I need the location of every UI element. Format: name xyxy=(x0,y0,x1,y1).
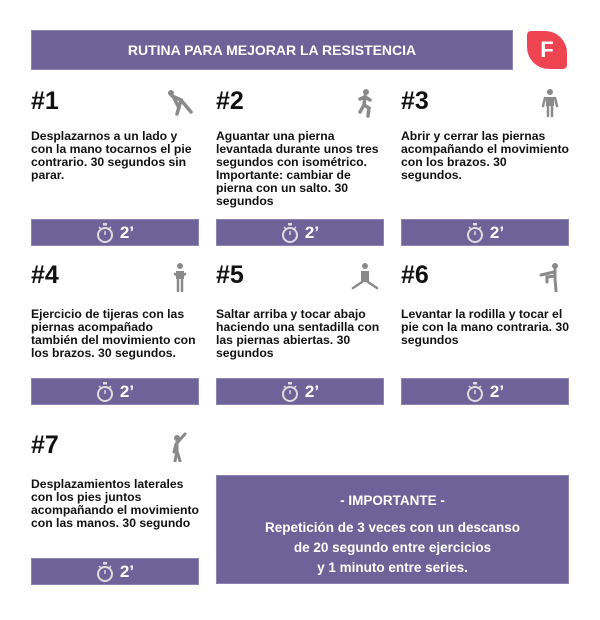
important-title: - IMPORTANTE - xyxy=(340,493,445,508)
stopwatch-icon xyxy=(281,223,299,243)
title-banner xyxy=(31,30,513,70)
exercise-description: Aguantar una pierna levantada durante unos tres segundos con isométrico. Importante: cambiar de pierna con un salto. 30 segundos xyxy=(216,129,379,208)
exercise-number: #5 xyxy=(216,261,244,289)
stopwatch-icon xyxy=(281,382,299,402)
running-figure-icon xyxy=(350,88,380,118)
timer-bar xyxy=(216,378,384,405)
duration-label: 2’ xyxy=(119,561,135,581)
duration-label: 2’ xyxy=(119,381,135,401)
timer-bar xyxy=(31,558,199,585)
page-title: RUTINA PARA MEJORAR LA RESISTENCIA xyxy=(127,42,417,58)
standing-arms-figure-icon xyxy=(165,262,195,292)
duration-label: 2’ xyxy=(304,222,320,242)
exercise-number: #2 xyxy=(216,87,244,115)
exercise-description: Ejercicio de tijeras con las piernas acompañado también del movimiento con los brazos. 30 segundos. xyxy=(31,307,196,360)
exercise-card-4 xyxy=(31,260,199,406)
squat-figure-icon xyxy=(350,262,380,292)
important-body xyxy=(217,518,568,578)
exercise-card-2 xyxy=(216,86,384,246)
stopwatch-icon xyxy=(96,562,114,582)
exercise-card-7 xyxy=(31,430,199,586)
timer-bar xyxy=(31,378,199,405)
arm-raise-figure-icon xyxy=(165,432,195,462)
brand-logo xyxy=(527,31,567,69)
duration-label: 2’ xyxy=(304,381,320,401)
standing-figure-icon xyxy=(535,88,565,118)
timer-bar xyxy=(31,219,199,246)
important-line: de 20 segundo entre ejercicios xyxy=(293,540,492,555)
exercise-description: Abrir y cerrar las piernas acompañando el movimiento con los brazos. 30 segundos. xyxy=(401,129,569,182)
stopwatch-icon xyxy=(466,382,484,402)
important-line: y 1 minuto entre series. xyxy=(317,560,468,575)
side-lunge-figure-icon xyxy=(165,88,195,118)
exercise-card-5 xyxy=(216,260,384,406)
exercise-description: Desplazarnos a un lado y con la mano tocarnos el pie contrario. 30 segundos sin parar. xyxy=(31,129,192,182)
important-line: Repetición de 3 veces con un descanso xyxy=(264,520,521,535)
duration-label: 2’ xyxy=(489,222,505,242)
exercise-description: Saltar arriba y tocar abajo haciendo una sentadilla con las piernas abiertas. 30 segundos xyxy=(216,307,380,360)
duration-label: 2’ xyxy=(489,381,505,401)
exercise-card-1 xyxy=(31,86,199,246)
stopwatch-icon xyxy=(96,382,114,402)
exercise-number: #3 xyxy=(401,87,429,115)
stopwatch-icon xyxy=(96,223,114,243)
exercise-card-3 xyxy=(401,86,569,246)
stopwatch-icon xyxy=(466,223,484,243)
timer-bar xyxy=(216,219,384,246)
exercise-description: Desplazamientos laterales con los pies juntos acompañando el movimiento con las manos. 30 segundo xyxy=(31,477,199,530)
duration-label: 2’ xyxy=(119,222,135,242)
exercise-number: #4 xyxy=(31,261,59,289)
exercise-number: #1 xyxy=(31,87,59,115)
timer-bar xyxy=(401,378,569,405)
important-note-box xyxy=(216,475,569,584)
exercise-number: #6 xyxy=(401,261,429,289)
logo-letter: F xyxy=(540,37,554,62)
exercise-description: Levantar la rodilla y tocar el pie con la mano contraria. 30 segundos xyxy=(401,307,569,347)
exercise-number: #7 xyxy=(31,431,59,459)
knee-raise-figure-icon xyxy=(535,262,565,292)
exercise-card-6 xyxy=(401,260,569,406)
timer-bar xyxy=(401,219,569,246)
